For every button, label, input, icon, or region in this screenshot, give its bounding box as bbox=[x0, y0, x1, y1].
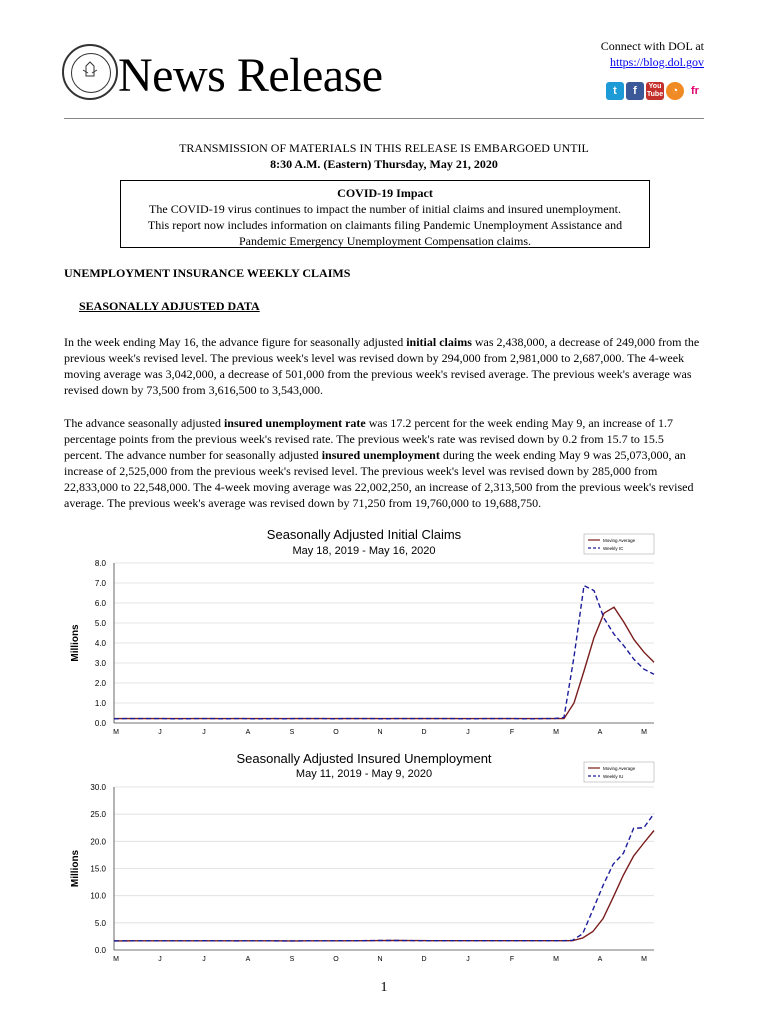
youtube-icon[interactable]: You Tube bbox=[646, 83, 664, 98]
x-month-label: N bbox=[377, 956, 383, 963]
covid-line-2: This report now includes information on claimants filing Pandemic Unemployment Assistance and bbox=[147, 218, 623, 232]
y-tick-label: 5.0 bbox=[94, 619, 106, 628]
connect-label: Connect with DOL at bbox=[600, 39, 704, 53]
y-tick-label: 7.0 bbox=[94, 579, 106, 588]
legend-label: Weekly IU bbox=[603, 774, 624, 779]
x-month-label: J bbox=[466, 729, 470, 736]
chart-title: Seasonally Adjusted Insured Unemployment bbox=[236, 751, 492, 766]
x-month-label: M bbox=[113, 956, 119, 963]
page-number: 1 bbox=[380, 980, 388, 995]
y-tick-label: 30.0 bbox=[90, 783, 106, 792]
x-month-label: O bbox=[333, 956, 339, 963]
x-month-label: M bbox=[553, 956, 559, 963]
p2-bold-2: insured unemployment bbox=[321, 448, 440, 462]
y-tick-label: 8.0 bbox=[94, 559, 106, 568]
x-month-label: O bbox=[333, 729, 339, 736]
x-month-label: M bbox=[113, 729, 119, 736]
legend-label: Weekly IC bbox=[603, 546, 624, 551]
x-month-label: A bbox=[597, 729, 603, 736]
chart-subtitle: May 18, 2019 - May 16, 2020 bbox=[292, 545, 436, 557]
x-month-label: A bbox=[245, 956, 251, 963]
x-month-label: D bbox=[421, 956, 427, 963]
x-month-label: M bbox=[641, 729, 647, 736]
y-tick-label: 3.0 bbox=[94, 659, 106, 668]
y-tick-label: 0.0 bbox=[94, 946, 106, 955]
x-month-label: N bbox=[377, 729, 383, 736]
p2-text-a: The advance seasonally adjusted bbox=[64, 416, 224, 430]
y-tick-label: 10.0 bbox=[90, 891, 106, 901]
x-month-label: M bbox=[641, 956, 647, 963]
legend-box bbox=[584, 762, 654, 782]
facebook-icon[interactable]: f bbox=[626, 82, 644, 100]
twitter-icon[interactable]: t bbox=[606, 82, 624, 100]
dol-seal-logo bbox=[62, 44, 118, 100]
x-month-label: J bbox=[202, 956, 206, 963]
p1-bold: initial claims bbox=[406, 335, 472, 349]
p2-bold-1: insured unemployment rate bbox=[223, 416, 366, 430]
series-line-weekly-iu bbox=[114, 814, 654, 941]
insured-unemployment-chart bbox=[64, 748, 664, 963]
x-month-label: S bbox=[289, 729, 295, 736]
rss-icon[interactable]: ◔ bbox=[666, 82, 684, 100]
covid-title: COVID-19 Impact bbox=[337, 186, 433, 200]
x-month-label: J bbox=[158, 729, 162, 736]
legend-label: Moving Average bbox=[603, 538, 636, 543]
y-tick-label: 2.0 bbox=[94, 679, 106, 688]
chart-subtitle: May 11, 2019 - May 9, 2020 bbox=[295, 768, 433, 780]
subsection-heading: SEASONALLY ADJUSTED DATA bbox=[79, 299, 260, 313]
section-heading: UNEMPLOYMENT INSURANCE WEEKLY CLAIMS bbox=[64, 266, 351, 280]
y-tick-label: 15.0 bbox=[90, 864, 106, 874]
y-tick-label: 20.0 bbox=[90, 837, 106, 847]
page-title: News Release bbox=[118, 49, 383, 102]
x-month-label: D bbox=[421, 729, 427, 736]
x-month-label: M bbox=[553, 729, 559, 736]
flickr-icon[interactable]: fr bbox=[686, 82, 704, 100]
p2-text-b: was 17.2 percent for the week ending May 9, an increase of 1.7 percentage points from the previous week's revised rate. The previous week's rate was revised down by 0.2 from 15.7 to 15.5 percent. The advance number for seasonally adjusted bbox=[64, 416, 673, 462]
connect-block bbox=[601, 38, 704, 70]
x-month-label: A bbox=[245, 729, 251, 736]
y-tick-label: 5.0 bbox=[94, 918, 106, 928]
covid-impact-box bbox=[120, 180, 650, 248]
embargo-line-2: 8:30 A.M. (Eastern) Thursday, May 21, 2020 bbox=[270, 157, 498, 171]
x-month-label: F bbox=[509, 956, 515, 963]
header-divider bbox=[64, 118, 704, 119]
legend-box bbox=[584, 534, 654, 554]
p1-text-a: In the week ending May 16, the advance figure for seasonally adjusted bbox=[64, 335, 407, 349]
chart-title: Seasonally Adjusted Initial Claims bbox=[266, 527, 462, 542]
x-month-label: F bbox=[509, 729, 515, 736]
x-month-label: J bbox=[158, 956, 162, 963]
x-month-label: J bbox=[466, 956, 470, 963]
covid-line-1: The COVID-19 virus continues to impact the number of initial claims and insured unemployment. bbox=[149, 202, 621, 216]
y-tick-label: 4.0 bbox=[94, 639, 106, 648]
y-tick-label: 25.0 bbox=[90, 810, 106, 820]
paragraph-initial-claims bbox=[64, 334, 704, 398]
x-month-label: J bbox=[202, 729, 206, 736]
p2-text-c: during the week ending May 9 was 25,073,000, an increase of 2,525,000 from the previous week's revised level. The previous week's level was revised down by 285,000 from 22,833,000 to 22,548,000. The 4-week moving average was 22,002,250, an increase of 2,313,500 from the previous week's revised average. The previous week's average was revised down by 71,250 from 19,760,000 to 19,688,750. bbox=[64, 448, 694, 510]
blog-link[interactable]: https://blog.dol.gov bbox=[609, 55, 704, 69]
y-tick-label: 6.0 bbox=[94, 599, 106, 608]
embargo-notice bbox=[64, 140, 704, 172]
x-month-label: S bbox=[289, 956, 295, 963]
p1-text-b: was 2,438,000, a decrease of 249,000 from the previous week's revised level. The previous week's level was revised down by 294,000 from 2,981,000 to 2,687,000. The 4-week moving average was 3,042,000, a decrease of 501,000 from the previous week's revised average. The previous week's average was revised down by 73,500 from 3,616,500 to 3,543,000. bbox=[64, 335, 700, 397]
covid-line-3: Pandemic Emergency Unemployment Compensation claims. bbox=[238, 234, 532, 248]
y-tick-label: 0.0 bbox=[94, 719, 106, 728]
x-month-label: A bbox=[597, 956, 603, 963]
initial-claims-chart bbox=[64, 524, 664, 734]
paragraph-insured-unemployment bbox=[64, 415, 704, 511]
y-axis-label: Millions bbox=[70, 624, 81, 662]
y-tick-label: 1.0 bbox=[94, 699, 106, 708]
legend-label: Moving Average bbox=[603, 766, 636, 771]
series-line-moving-average bbox=[114, 831, 654, 941]
y-axis-label: Millions bbox=[70, 849, 81, 888]
series-line-weekly-ic bbox=[114, 586, 654, 719]
embargo-line-1: TRANSMISSION OF MATERIALS IN THIS RELEASE IS EMBARGOED UNTIL bbox=[179, 141, 589, 155]
social-icons bbox=[606, 78, 704, 100]
